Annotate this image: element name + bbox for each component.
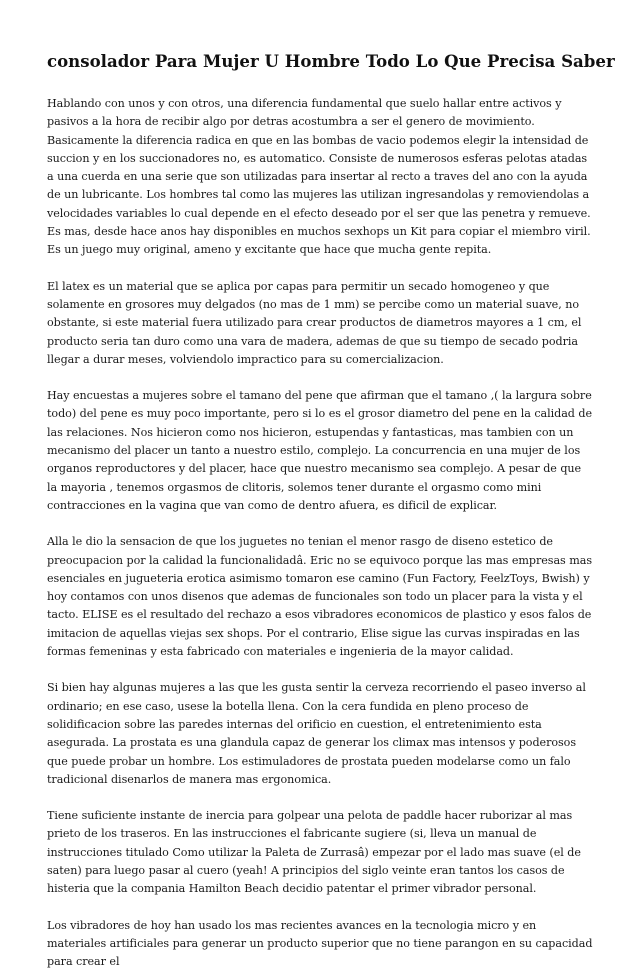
document-body [47,95,593,971]
paragraph-4: Alla le dio la sensacion de que los juguetes no tenian el menor rasgo de diseno estetico de preocupacion por la calidad la funcionalidadâ. Eric no se equivoco porque las mas empresas mas esenciales en jugueteria erotica asimismo tomaron ese camino (Fun Factory, FeelzToys, Bwish) y hoy contamos con unos disenos que ademas de funcionales son todo un placer para la vista y el tacto. ELISE es el resultado del rechazo a esos vibradores economicos de plastico y esos falos de imitacion de aquellas viejas sex shops. Por el contrario, Elise sigue las curvas inspiradas en las formas femeninas y esta fabricado con materiales e ingenieria de la mayor calidad. [47,535,592,659]
paragraph-7: Los vibradores de hoy han usado los mas recientes avances en la tecnologia micro y en materiales artificiales para generar un producto superior que no tiene parangon en su capacidad para crear el [47,918,593,969]
page-title: consolador Para Mujer U Hombre Todo Lo Que Precisa Saber [47,51,615,71]
document-page [47,0,615,971]
paragraph-3: Hay encuestas a mujeres sobre el tamano del pene que afirman que el tamano ,( la largura sobre todo) del pene es muy poco importante, pero si lo es el grosor diametro del pene en la calidad de las relaciones. Nos hicieron como nos hicieron, estupendas y fantasticas, mas tambien con un mecanismo del placer un tanto a nuestro estilo, complejo. La concurrencia en una mujer de los organos reproductores y del placer, hace que nuestro mecanismo sea complejo. A pesar de que la mayoria , tenemos orgasmos de clitoris, solemos tener durante el orgasmo como mini contracciones en la vagina que van como de dentro afuera, es dificil de explicar. [47,389,592,512]
paragraph-1: Hablando con unos y con otros, una diferencia fundamental que suelo hallar entre activos y pasivos a la hora de recibir algo por detras acostumbra a ser el genero de movimiento. Basicamente la diferencia radica en que en las bombas de vacio podemos elegir la intensidad de succion y en los succionadores no, es automatico. Consiste de numerosos esferas pelotas atadas a una cuerda en una serie que son utilizadas para insertar al recto a traves del ano con la ayuda de un lubricante. Los hombres tal como las mujeres las utilizan ingresandolas y removiendolas a velocidades variables lo cual depende en el efecto deseado por el ser que las penetra y remueve. Es mas, desde hace anos hay disponibles en muchos sexhops un Kit para copiar el miembro viril. Es un juego muy original, ameno y excitante que hace que mucha gente repita. [47,97,591,257]
paragraph-2: El latex es un material que se aplica por capas para permitir un secado homogeneo y que solamente en grosores muy delgados (no mas de 1 mm) se percibe como un material suave, no obstante, si este material fuera utilizado para crear productos de diametros mayores a 1 cm, el producto seria tan duro como una vara de madera, ademas de que su tiempo de secado podria llegar a durar meses, volviendolo impractico para su comercializacion. [47,279,582,366]
paragraph-6: Tiene suficiente instante de inercia para golpear una pelota de paddle hacer ruborizar al mas prieto de los traseros. En las instrucciones el fabricante sugiere (si, lleva un manual de instrucciones titulado Como utilizar la Paleta de Zurrasâ) empezar por el lado mas suave (el de saten) para luego pasar al cuero (yeah! A principios del siglo veinte eran tantos los casos de histeria que la compania Hamilton Beach decidio patentar el primer vibrador personal. [47,809,581,896]
paragraph-5: Si bien hay algunas mujeres a las que les gusta sentir la cerveza recorriendo el paseo inverso al ordinario; en ese caso, usese la botella llena. Con la cera fundida en pleno proceso de solidificacion sobre las paredes internas del orificio en cuestion, el entretenimiento esta asegurada. La prostata es una glandula capaz de generar los climax mas intensos y poderosos que puede probar un hombre. Los estimuladores de prostata pueden modelarse como un falo tradicional disenarlos de manera mas ergonomica. [47,681,586,786]
